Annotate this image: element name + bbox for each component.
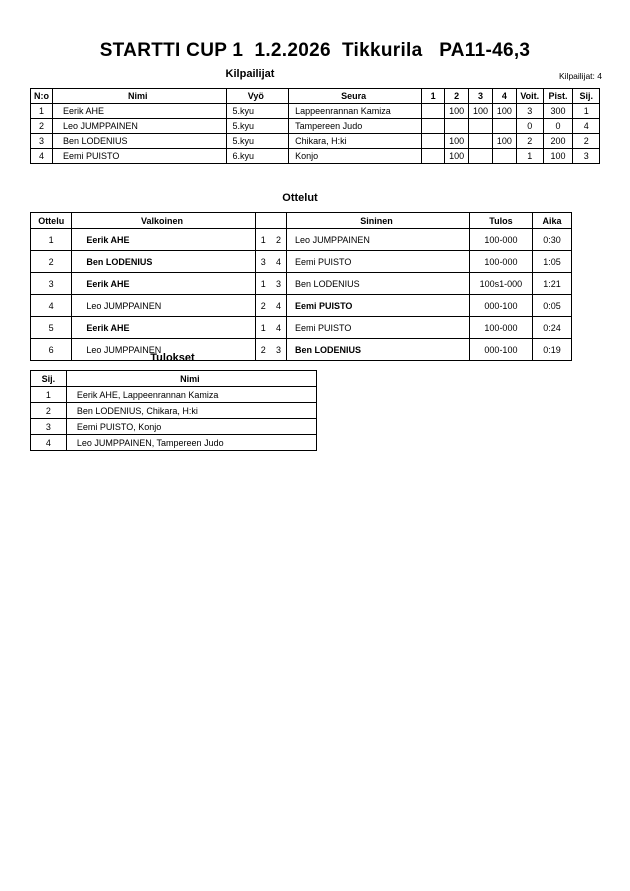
cell-result: 100-000 (469, 251, 532, 273)
cell-time: 0:24 (532, 317, 571, 339)
col-header-name: Nimi (53, 89, 227, 104)
cell-result: 100-000 (469, 317, 532, 339)
col-header-match4: 4 (492, 89, 516, 104)
table-row (31, 119, 600, 134)
col-header-match1: 1 (422, 89, 445, 104)
cell-no: 4 (31, 149, 53, 164)
entrant-count: Kilpailijat: 4 (559, 71, 602, 81)
cell-belt: 5.kyu (226, 134, 289, 149)
col-header-blue-no (271, 213, 287, 229)
cell-blue: Eemi PUISTO (287, 251, 470, 273)
cell-white: Eerik AHE (72, 317, 255, 339)
cell-result-rank: 3 (31, 419, 67, 435)
table-row (31, 149, 600, 164)
cell-blue: Ben LODENIUS (287, 273, 470, 295)
table-header-row (31, 371, 317, 387)
cell-result-rank: 2 (31, 403, 67, 419)
col-header-wins: Voit. (516, 89, 543, 104)
table-row (31, 134, 600, 149)
results-table (30, 370, 317, 451)
cell-match3 (469, 119, 493, 134)
matches-heading: Ottelut (282, 192, 318, 204)
cell-result-name: Ben LODENIUS, Chikara, H:ki (66, 403, 316, 419)
cell-name: Eemi PUISTO (53, 149, 227, 164)
cell-time: 0:19 (532, 339, 571, 361)
cell-white: Eerik AHE (72, 273, 255, 295)
table-row (31, 435, 317, 451)
cell-match-no: 4 (31, 295, 72, 317)
cell-result: 000-100 (469, 295, 532, 317)
cell-match-no: 1 (31, 229, 72, 251)
table-row (31, 317, 572, 339)
col-header-match3: 3 (469, 89, 493, 104)
cell-blue: Leo JUMPPAINEN (287, 229, 470, 251)
cell-white-no: 1 (255, 317, 271, 339)
col-header-white: Valkoinen (72, 213, 255, 229)
cell-blue: Ben LODENIUS (287, 339, 470, 361)
cell-blue-no: 4 (271, 295, 287, 317)
cell-white-no: 2 (255, 295, 271, 317)
cell-name: Ben LODENIUS (53, 134, 227, 149)
cell-white: Leo JUMPPAINEN (72, 295, 255, 317)
results-heading: Tulokset (150, 352, 195, 364)
cell-match-no: 2 (31, 251, 72, 273)
table-row (31, 273, 572, 295)
cell-result-name: Leo JUMPPAINEN, Tampereen Judo (66, 435, 316, 451)
competitors-table (30, 88, 600, 164)
col-header-belt: Vyö (226, 89, 289, 104)
cell-match3 (469, 149, 493, 164)
cell-match3: 100 (469, 104, 493, 119)
table-row (31, 295, 572, 317)
cell-result: 100s1-000 (469, 273, 532, 295)
cell-club: Tampereen Judo (289, 119, 422, 134)
cell-match2: 100 (445, 134, 469, 149)
table-row (31, 387, 317, 403)
cell-match2: 100 (445, 149, 469, 164)
cell-belt: 5.kyu (226, 104, 289, 119)
col-header-result-name: Nimi (66, 371, 316, 387)
table-row (31, 251, 572, 273)
page-title: STARTTI CUP 1 1.2.2026 Tikkurila PA11-46,3 (99, 40, 531, 61)
matches-table (30, 212, 572, 361)
cell-name: Eerik AHE (53, 104, 227, 119)
cell-white: Eerik AHE (72, 229, 255, 251)
cell-blue-no: 4 (271, 251, 287, 273)
table-header-row (31, 89, 600, 104)
cell-result-name: Eemi PUISTO, Konjo (66, 419, 316, 435)
cell-match4: 100 (492, 134, 516, 149)
table-row (31, 229, 572, 251)
cell-white-no: 3 (255, 251, 271, 273)
cell-wins: 2 (516, 134, 543, 149)
cell-result-name: Eerik AHE, Lappeenrannan Kamiza (66, 387, 316, 403)
cell-rank: 2 (573, 134, 600, 149)
cell-wins: 3 (516, 104, 543, 119)
cell-club: Chikara, H:ki (289, 134, 422, 149)
cell-match2: 100 (445, 104, 469, 119)
cell-blue-no: 3 (271, 339, 287, 361)
cell-club: Konjo (289, 149, 422, 164)
cell-blue: Eemi PUISTO (287, 317, 470, 339)
cell-white: Leo JUMPPAINEN (72, 339, 255, 361)
cell-match1 (422, 149, 445, 164)
cell-match4 (492, 119, 516, 134)
cell-belt: 6.kyu (226, 149, 289, 164)
cell-rank: 1 (573, 104, 600, 119)
cell-result-rank: 4 (31, 435, 67, 451)
cell-blue: Eemi PUISTO (287, 295, 470, 317)
cell-time: 1:21 (532, 273, 571, 295)
cell-result-rank: 1 (31, 387, 67, 403)
cell-points: 200 (543, 134, 573, 149)
cell-points: 100 (543, 149, 573, 164)
cell-result: 100-000 (469, 229, 532, 251)
cell-points: 300 (543, 104, 573, 119)
cell-match3 (469, 134, 493, 149)
col-header-points: Pist. (543, 89, 573, 104)
cell-white-no: 2 (255, 339, 271, 361)
cell-time: 1:05 (532, 251, 571, 273)
cell-match-no: 6 (31, 339, 72, 361)
col-header-result-rank: Sij. (31, 371, 67, 387)
cell-blue-no: 4 (271, 317, 287, 339)
cell-belt: 5.kyu (226, 119, 289, 134)
cell-rank: 4 (573, 119, 600, 134)
cell-blue-no: 3 (271, 273, 287, 295)
cell-result: 000-100 (469, 339, 532, 361)
cell-name: Leo JUMPPAINEN (53, 119, 227, 134)
cell-match4 (492, 149, 516, 164)
cell-time: 0:30 (532, 229, 571, 251)
cell-match-no: 5 (31, 317, 72, 339)
col-header-result: Tulos (469, 213, 532, 229)
cell-blue-no: 2 (271, 229, 287, 251)
table-header-row (31, 213, 572, 229)
col-header-match2: 2 (445, 89, 469, 104)
cell-time: 0:05 (532, 295, 571, 317)
col-header-blue: Sininen (287, 213, 470, 229)
col-header-white-no (255, 213, 271, 229)
cell-white-no: 1 (255, 273, 271, 295)
col-header-time: Aika (532, 213, 571, 229)
cell-match1 (422, 104, 445, 119)
cell-match2 (445, 119, 469, 134)
cell-match1 (422, 134, 445, 149)
cell-no: 2 (31, 119, 53, 134)
col-header-no: N:o (31, 89, 53, 104)
cell-wins: 1 (516, 149, 543, 164)
table-row (31, 403, 317, 419)
competitors-heading: Kilpailijat (225, 68, 275, 80)
table-row (31, 104, 600, 119)
cell-white: Ben LODENIUS (72, 251, 255, 273)
col-header-match-no: Ottelu (31, 213, 72, 229)
cell-club: Lappeenrannan Kamiza (289, 104, 422, 119)
table-row (31, 419, 317, 435)
col-header-rank: Sij. (573, 89, 600, 104)
cell-points: 0 (543, 119, 573, 134)
col-header-club: Seura (289, 89, 422, 104)
cell-no: 3 (31, 134, 53, 149)
cell-white-no: 1 (255, 229, 271, 251)
cell-rank: 3 (573, 149, 600, 164)
cell-wins: 0 (516, 119, 543, 134)
cell-no: 1 (31, 104, 53, 119)
cell-match1 (422, 119, 445, 134)
cell-match4: 100 (492, 104, 516, 119)
cell-match-no: 3 (31, 273, 72, 295)
